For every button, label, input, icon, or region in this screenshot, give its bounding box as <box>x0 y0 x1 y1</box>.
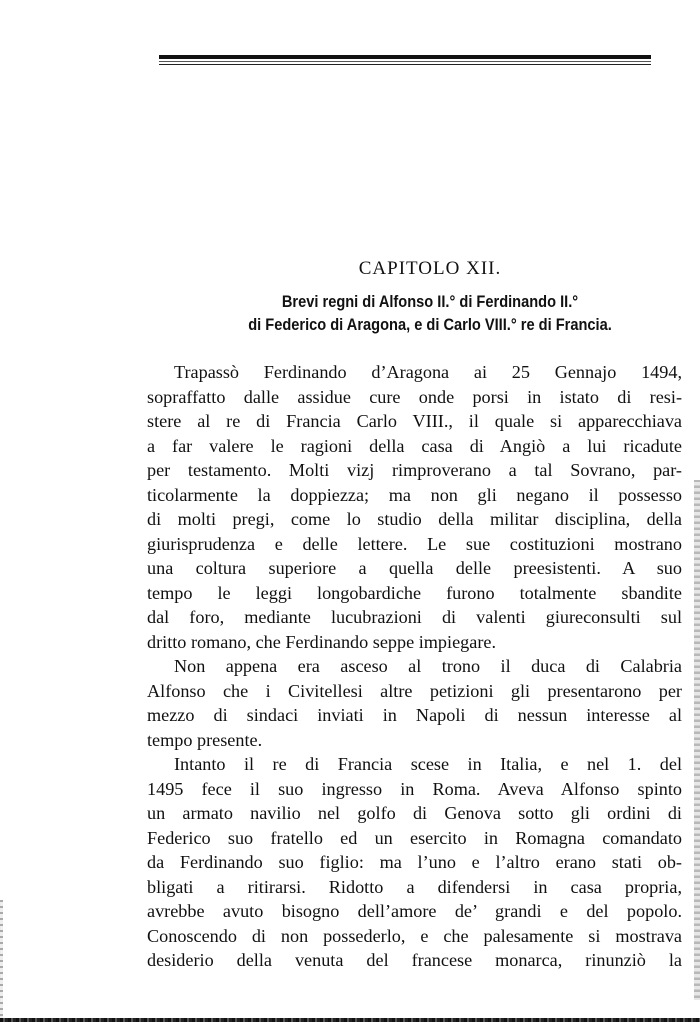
text-line: sopraffatto dalle assidue cure onde porsi in istato di resi- <box>147 386 682 407</box>
text-line: stere al re di Francia Carlo VIII., il quale si apparecchiava <box>147 411 682 431</box>
text-line: a far valere le ragioni della casa di Angiò a lui ricadute <box>147 435 682 456</box>
text-line: Intanto il re di Francia scese in Italia, e nel 1. del <box>174 754 682 774</box>
text-line: tempo le leggi longobardiche furono totalmente sbandite <box>147 582 682 603</box>
text-line: mezzo di sindaci inviati in Napoli di nessun interesse al <box>147 705 682 725</box>
header-rule-thin <box>159 61 651 62</box>
chapter-subtitle-line: Brevi regni di Alfonso II.° di Ferdinando II.° <box>281 292 579 311</box>
text-line: Non appena era asceso al trono il duca di Calabria <box>174 656 682 676</box>
text-line: desiderio della venuta del francese monarca, rinunziò la <box>147 950 682 970</box>
scan-edge-bottom <box>0 1018 700 1022</box>
text-line: da Ferdinando suo figlio: ma l’uno e l’altro erano stati ob- <box>147 852 682 872</box>
header-rule-thin <box>159 64 651 65</box>
text-line: per testamento. Molti vizj rimproverano a tal Sovrano, par- <box>147 460 682 480</box>
text-line: 1495 fece il suo ingresso in Roma. Aveva Alfonso spinto <box>147 778 682 799</box>
text-line: Trapassò Ferdinando d’Aragona ai 25 Gennajo 1494, <box>174 362 682 382</box>
text-line: avrebbe avuto bisogno dell’amore de’ grandi e del popolo. <box>147 901 682 921</box>
text-line: giurisprudenza e delle lettere. Le sue costituzioni mostrano <box>147 533 682 554</box>
text-line: un armato navilio nel golfo di Genova sotto gli ordini di <box>147 803 682 823</box>
text-line: Alfonso che i Civitellesi altre petizioni gli presentarono per <box>147 680 682 701</box>
text-line: Conoscendo di non possederlo, e che palesamente si mostrava <box>147 925 682 946</box>
text-line: bligati a ritirarsi. Ridotto a difendersi in casa propria, <box>147 876 682 897</box>
text-line: dritto romano, che Ferdinando seppe impiegare. <box>147 631 496 652</box>
chapter-subtitle-line: di Federico di Aragona, e di Carlo VIII.° re di Francia. <box>248 315 612 334</box>
header-rule <box>159 55 651 67</box>
header-rule-thick <box>159 55 651 59</box>
text-line: Federico suo fratello ed un esercito in Romagna comandato <box>147 827 682 848</box>
text-line: ticolarmente la doppiezza; ma non gli negano il possesso <box>147 484 682 505</box>
body-text <box>147 360 682 973</box>
chapter-heading: CAPITOLO XII. <box>358 258 502 279</box>
text-line: dal foro, mediante lucubrazioni di valenti giureconsulti sul <box>147 607 682 627</box>
text-line: di molti pregi, come lo studio della militar disciplina, della <box>147 509 682 529</box>
text-line: tempo presente. <box>147 729 263 750</box>
scan-edge-left <box>0 900 3 1022</box>
scan-edge-right <box>694 480 700 1000</box>
text-line: una coltura superiore a quella delle preesistenti. A suo <box>147 558 682 578</box>
